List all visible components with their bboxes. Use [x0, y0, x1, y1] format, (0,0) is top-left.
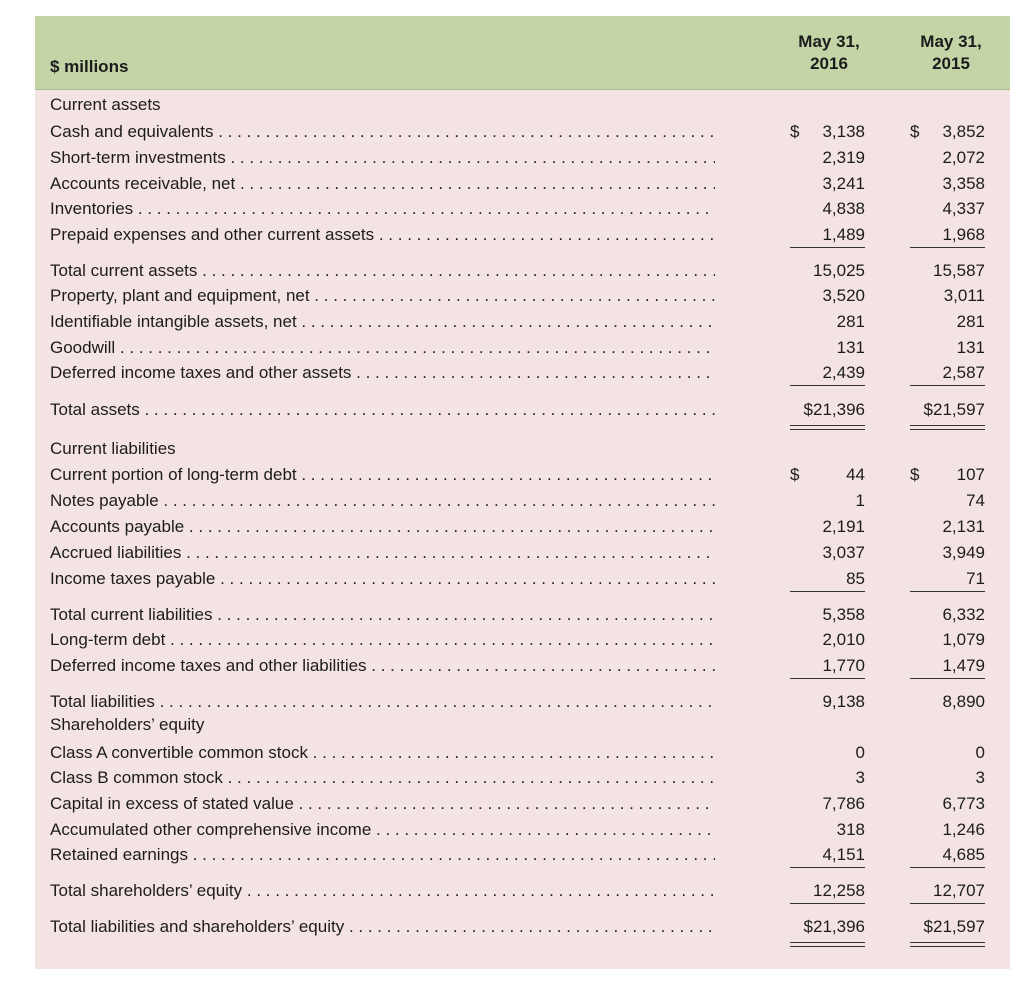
- table-row: [35, 172, 1010, 196]
- value-2016: 318: [836, 820, 865, 839]
- value-2015: 2,131: [942, 517, 985, 536]
- value-2015: 74: [966, 491, 985, 510]
- table-row: [35, 567, 1010, 591]
- table-row: [35, 361, 1010, 385]
- value-2015: 12,707: [933, 881, 985, 900]
- row-label: Total shareholders’ equity . . .: [50, 879, 715, 903]
- value-2015: 2,587: [942, 363, 985, 382]
- value-cell-2015: [910, 879, 985, 904]
- row-label: Total current liabilities . . .: [50, 603, 715, 627]
- value-cell-2016: [790, 690, 865, 714]
- table-row: [35, 310, 1010, 334]
- value-cell-2016: [790, 259, 865, 283]
- value-cell-2015: [910, 654, 985, 679]
- value-2015: 4,685: [942, 845, 985, 864]
- value-2016: 3,241: [822, 174, 865, 193]
- value-cell-2016: [790, 361, 865, 386]
- value-cell-2015: [910, 541, 985, 565]
- value-2016: 3,520: [822, 286, 865, 305]
- value-cell-2016: [790, 146, 865, 170]
- value-2015: 0: [975, 743, 985, 762]
- table-row: [35, 515, 1010, 539]
- row-label: Income taxes payable . . .: [50, 567, 715, 591]
- value-2016: 2,191: [822, 517, 865, 536]
- value-cell-2016: [790, 172, 865, 196]
- value-cell-2016: [790, 654, 865, 679]
- value-cell-2015: [910, 310, 985, 334]
- value-2015: 1,479: [942, 656, 985, 675]
- value-2015: 3,011: [943, 286, 985, 305]
- value-2015: $21,597: [923, 400, 985, 419]
- table-row: [35, 120, 1010, 144]
- value-cell-2015: [910, 398, 985, 422]
- unit-label: $ millions: [50, 57, 129, 76]
- row-label: Current portion of long-term debt . . .: [50, 463, 715, 487]
- value-cell-2015: [910, 628, 985, 652]
- column-header-2015: [906, 31, 996, 75]
- table-row: [35, 259, 1010, 283]
- value-2016: $21,396: [803, 917, 865, 936]
- value-cell-2015: [910, 489, 985, 513]
- value-2015: 3,949: [942, 543, 985, 562]
- table-row: [35, 690, 1010, 714]
- value-cell-2016: [790, 541, 865, 565]
- value-2016: 9,138: [822, 692, 865, 711]
- table-row: [35, 489, 1010, 513]
- row-label: Notes payable . . .: [50, 489, 715, 513]
- value-2015: 107: [956, 465, 985, 484]
- row-label: Goodwill . . .: [50, 336, 715, 360]
- value-cell-2016: [790, 223, 865, 248]
- value-2016: 4,151: [822, 845, 865, 864]
- value-cell-2015: [910, 515, 985, 539]
- value-cell-2016: [790, 463, 865, 487]
- value-cell-2015: [910, 690, 985, 714]
- table-row: [35, 766, 1010, 790]
- value-cell-2015: [910, 336, 985, 360]
- table-row: [35, 197, 1010, 221]
- section-heading-current-assets: Current assets: [50, 95, 161, 114]
- value-cell-2016: [790, 197, 865, 221]
- table-row: [35, 223, 1010, 247]
- value-2015: 3,358: [942, 174, 985, 193]
- value-cell-2015: [910, 197, 985, 221]
- value-2015: 281: [956, 312, 985, 331]
- value-cell-2015: [910, 120, 985, 144]
- balance-sheet-table: [35, 16, 1010, 969]
- value-2015: 3: [975, 768, 985, 787]
- value-cell-2016: [790, 336, 865, 360]
- value-cell-2016: [790, 398, 865, 422]
- value-cell-2016: [790, 843, 865, 868]
- currency-symbol: $: [790, 122, 800, 141]
- row-label: Accounts payable . . .: [50, 515, 715, 539]
- column-header-2015-year: 2015: [932, 54, 970, 73]
- value-2016: 1,770: [822, 656, 865, 675]
- value-2016: 85: [846, 569, 865, 588]
- value-cell-2016: [790, 284, 865, 308]
- value-cell-2016: [790, 489, 865, 513]
- value-2016: 2,439: [822, 363, 865, 382]
- value-2016: 2,010: [822, 630, 865, 649]
- row-label: Total liabilities and shareholders’ equity . . .: [50, 915, 715, 939]
- column-header-2015-date: May 31,: [920, 32, 982, 51]
- value-2016: $21,396: [803, 400, 865, 419]
- table-row: [35, 336, 1010, 360]
- row-label: Capital in excess of stated value . . .: [50, 792, 715, 816]
- value-2016: 5,358: [822, 605, 865, 624]
- table-row: [35, 843, 1010, 867]
- row-label: Identifiable intangible assets, net . . .: [50, 310, 715, 334]
- row-label: Accrued liabilities . . .: [50, 541, 715, 565]
- value-2015: 1,968: [942, 225, 985, 244]
- value-2016: 7,786: [822, 794, 865, 813]
- row-label: Class B common stock . . .: [50, 766, 715, 790]
- row-label: Retained earnings . . .: [50, 843, 715, 867]
- value-2016: 1,489: [822, 225, 865, 244]
- table-row: [35, 792, 1010, 816]
- value-2015: 131: [956, 338, 985, 357]
- value-2016: 12,258: [813, 881, 865, 900]
- table-row: [35, 654, 1010, 678]
- row-label: Inventories . . .: [50, 197, 715, 221]
- column-header-2016: [784, 31, 874, 75]
- value-cell-2016: [790, 741, 865, 765]
- value-2015: 71: [966, 569, 985, 588]
- value-2016: 1: [855, 491, 865, 510]
- value-cell-2015: [910, 567, 985, 592]
- value-cell-2016: [790, 766, 865, 790]
- column-header-2016-year: 2016: [810, 54, 848, 73]
- value-2016: 44: [846, 465, 865, 484]
- value-cell-2016: [790, 628, 865, 652]
- value-cell-2016: [790, 603, 865, 627]
- value-cell-2015: [910, 361, 985, 386]
- value-cell-2015: [910, 259, 985, 283]
- row-label: Cash and equivalents . . .: [50, 120, 715, 144]
- section-heading-current-liabilities: Current liabilities: [50, 439, 176, 458]
- value-cell-2015: [910, 741, 985, 765]
- table-row: [35, 818, 1010, 842]
- value-2016: 0: [855, 743, 865, 762]
- value-cell-2016: [790, 792, 865, 816]
- row-label: Short-term investments . . .: [50, 146, 715, 170]
- value-2015: 3,852: [942, 122, 985, 141]
- value-2015: $21,597: [923, 917, 985, 936]
- value-cell-2015: [910, 146, 985, 170]
- value-cell-2015: [910, 818, 985, 842]
- table-row: [35, 628, 1010, 652]
- row-label: Accounts receivable, net . . .: [50, 172, 715, 196]
- value-cell-2016: [790, 567, 865, 592]
- table-row: [35, 741, 1010, 765]
- table-row: [35, 879, 1010, 903]
- currency-symbol: $: [790, 465, 800, 484]
- table-row: [35, 284, 1010, 308]
- value-cell-2016: [790, 818, 865, 842]
- row-label: Total liabilities . . .: [50, 690, 715, 714]
- value-2016: 3: [855, 768, 865, 787]
- value-cell-2015: [910, 843, 985, 868]
- section-heading-shareholders-equity: Shareholders’ equity: [50, 715, 205, 734]
- value-2015: 1,246: [942, 820, 985, 839]
- value-cell-2015: [910, 766, 985, 790]
- value-cell-2016: [790, 120, 865, 144]
- row-label: Deferred income taxes and other liabilities . . .: [50, 654, 715, 678]
- row-label: Prepaid expenses and other current assets . . .: [50, 223, 715, 247]
- value-2016: 3,138: [822, 122, 865, 141]
- value-cell-2015: [910, 172, 985, 196]
- column-header-2016-date: May 31,: [798, 32, 860, 51]
- value-cell-2015: [910, 915, 985, 939]
- value-2015: 4,337: [942, 199, 985, 218]
- value-cell-2015: [910, 463, 985, 487]
- row-label: Total current assets . . .: [50, 259, 715, 283]
- row-label: Long-term debt . . .: [50, 628, 715, 652]
- currency-symbol: $: [910, 122, 920, 141]
- row-label: Deferred income taxes and other assets . . .: [50, 361, 715, 385]
- value-2015: 8,890: [942, 692, 985, 711]
- value-cell-2016: [790, 915, 865, 939]
- table-row: [35, 915, 1010, 939]
- table-row: [35, 146, 1010, 170]
- value-cell-2016: [790, 310, 865, 334]
- value-cell-2016: [790, 879, 865, 904]
- row-label: Accumulated other comprehensive income . . .: [50, 818, 715, 842]
- value-2016: 281: [836, 312, 865, 331]
- table-row: [35, 541, 1010, 565]
- value-2015: 1,079: [942, 630, 985, 649]
- value-2015: 6,332: [942, 605, 985, 624]
- value-2016: 131: [836, 338, 865, 357]
- value-2015: 6,773: [942, 794, 985, 813]
- table-row: [35, 398, 1010, 422]
- value-2016: 4,838: [822, 199, 865, 218]
- value-2015: 15,587: [933, 261, 985, 280]
- value-2016: 15,025: [813, 261, 865, 280]
- table-row: [35, 463, 1010, 487]
- row-label: Class A convertible common stock . . .: [50, 741, 715, 765]
- row-label: Total assets . . .: [50, 398, 715, 422]
- table-header: [35, 16, 1010, 90]
- value-2016: 2,319: [822, 148, 865, 167]
- row-label: Property, plant and equipment, net . . .: [50, 284, 715, 308]
- value-cell-2016: [790, 515, 865, 539]
- value-2015: 2,072: [942, 148, 985, 167]
- table-row: [35, 603, 1010, 627]
- value-cell-2015: [910, 603, 985, 627]
- currency-symbol: $: [910, 465, 920, 484]
- value-2016: 3,037: [822, 543, 865, 562]
- value-cell-2015: [910, 223, 985, 248]
- value-cell-2015: [910, 284, 985, 308]
- value-cell-2015: [910, 792, 985, 816]
